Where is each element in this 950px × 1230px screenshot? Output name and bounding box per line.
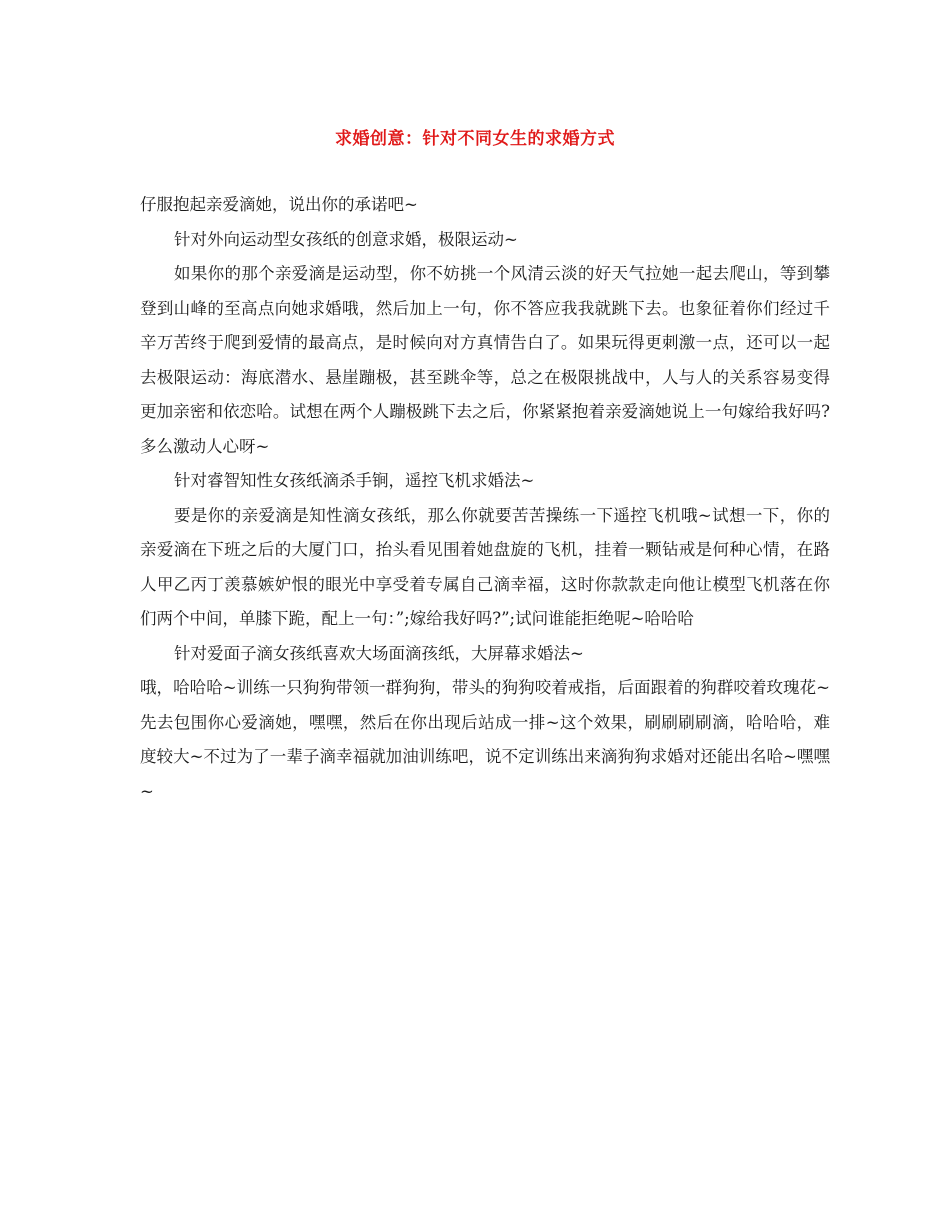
section-heading-intellectual: 针对睿智知性女孩纸滴杀手锏，遥控飞机求婚法~ (174, 471, 535, 490)
paragraph-1: 仔服抱起亲爱滴她，说出你的承诺吧~ (140, 195, 418, 214)
document-title: 求婚创意：针对不同女生的求婚方式 (335, 129, 615, 149)
section-heading-sporty: 针对外向运动型女孩纸的创意求婚，极限运动~ (174, 229, 518, 249)
paragraph-intellectual: 要是你的亲爱滴是知性滴女孩纸，那么你就要苦苦操练一下遥控飞机哦~试想一下，你的亲爱滴在下班之后的大厦门口，抬头看见围着她盘旋的飞机，挂着一颗钻戒是何种心情，在路人甲乙丙丁羡慕嫉妒恨的眼光中享受着专属自己滴幸福，这时你款款走向他让模型飞机落在你们两个中间，单膝下跪，配上一句：”;嫁给我好吗?”;试问谁能拒绝呢~哈哈哈 (140, 505, 830, 628)
paragraph-sporty: 如果你的那个亲爱滴是运动型，你不妨挑一个风清云淡的好天气拉她一起去爬山，等到攀登到山峰的至高点向她求婚哦，然后加上一句，你不答应我我就跳下去。也象征着你们经过千辛万苦终于爬到爱情的最高点，是时候向对方真情告白了。如果玩得更刺激一点，还可以一起去极限运动：海底潜水、悬崖蹦极，甚至跳伞等，总之在极限挑战中，人与人的关系容易变得更加亲密和依恋哈。试想在两个人蹦极跳下去之后，你紧紧抱着亲爱滴她说上一句嫁给我好吗?多么激动人心呀~ (140, 264, 830, 456)
document-body (140, 188, 830, 809)
paragraph-big-scene: 哦，哈哈哈~训练一只狗狗带领一群狗狗，带头的狗狗咬着戒指，后面跟着的狗群咬着玫瑰花~先去包围你心爱滴她，嘿嘿，然后在你出现后站成一排~这个效果，刷刷刷刷滴，哈哈哈，难度较大~不过为了一辈子滴幸福就加油训练吧，说不定训练出来滴狗狗求婚对还能出名哈~嘿嘿~ (140, 678, 830, 801)
section-heading-big-scene: 针对爱面子滴女孩纸喜欢大场面滴孩纸，大屏幕求婚法~ (174, 643, 584, 663)
